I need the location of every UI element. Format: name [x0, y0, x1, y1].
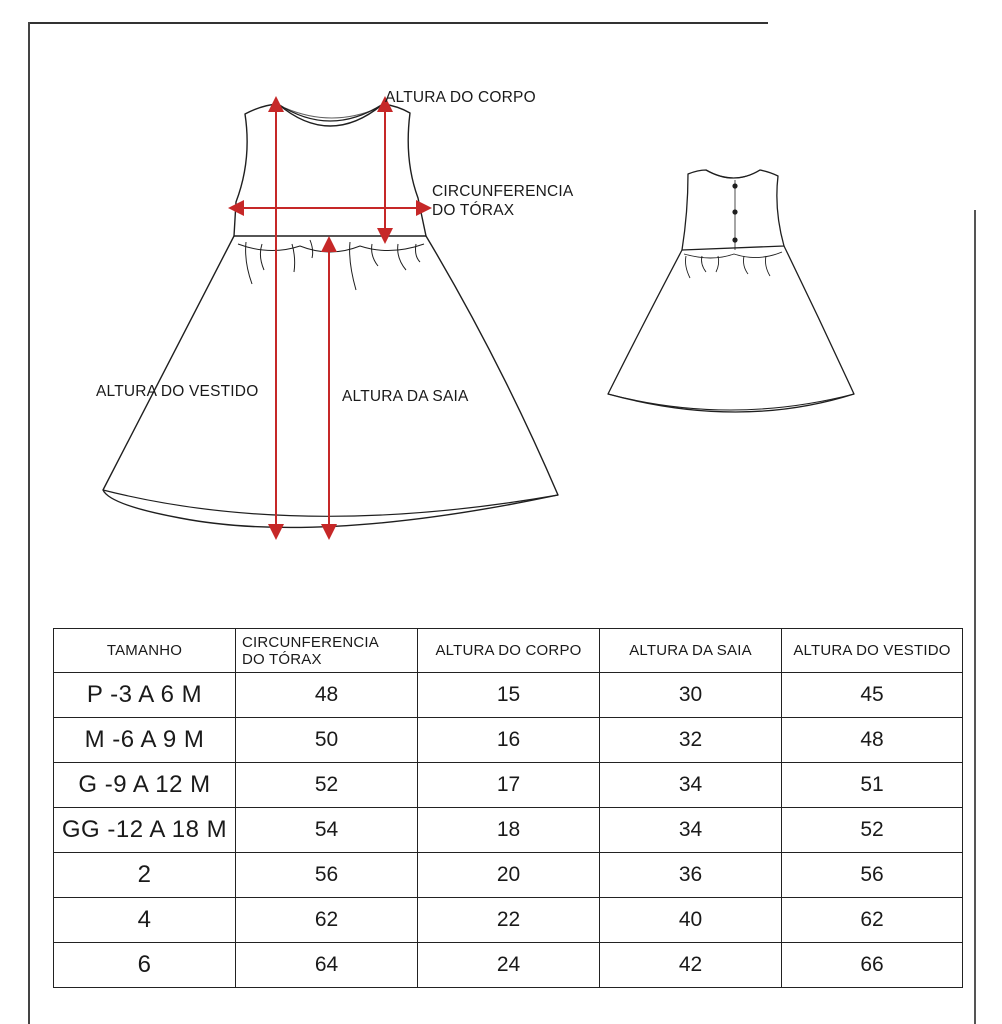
header-circunferencia	[236, 629, 418, 673]
cell-torax: 54	[236, 808, 418, 853]
label-circunferencia-line2: DO TÓRAX	[432, 202, 515, 219]
table-header-row	[54, 629, 963, 673]
cell-corpo: 22	[418, 898, 600, 943]
table-row	[54, 763, 963, 808]
header-circunferencia-line2: DO TÓRAX	[242, 650, 322, 668]
table-row	[54, 673, 963, 718]
table-row	[54, 898, 963, 943]
back-neckline	[706, 170, 760, 178]
cell-size: 4	[54, 898, 236, 943]
cell-saia: 32	[600, 718, 782, 763]
cell-vestido: 66	[782, 943, 963, 988]
cell-saia: 40	[600, 898, 782, 943]
cell-vestido: 48	[782, 718, 963, 763]
label-altura-do-vestido: ALTURA DO VESTIDO	[96, 383, 259, 400]
cell-torax: 52	[236, 763, 418, 808]
table-row	[54, 808, 963, 853]
cell-vestido: 52	[782, 808, 963, 853]
cell-corpo: 20	[418, 853, 600, 898]
header-altura-do-corpo: ALTURA DO CORPO	[418, 629, 600, 673]
cell-vestido: 62	[782, 898, 963, 943]
cell-torax: 62	[236, 898, 418, 943]
cell-saia: 36	[600, 853, 782, 898]
back-bodice	[682, 170, 784, 250]
header-tamanho: TAMANHO	[54, 629, 236, 673]
cell-size: 6	[54, 943, 236, 988]
cell-corpo: 15	[418, 673, 600, 718]
cell-corpo: 16	[418, 718, 600, 763]
cell-size: 2	[54, 853, 236, 898]
cell-torax: 64	[236, 943, 418, 988]
cell-saia: 42	[600, 943, 782, 988]
front-hem	[103, 490, 558, 516]
back-dress	[608, 170, 854, 412]
header-altura-do-vestido: ALTURA DO VESTIDO	[782, 629, 963, 673]
front-dress	[103, 104, 558, 527]
cell-torax: 50	[236, 718, 418, 763]
cell-size: M -6 A 9 M	[54, 718, 236, 763]
table-row	[54, 718, 963, 763]
cell-vestido: 56	[782, 853, 963, 898]
label-altura-da-saia: ALTURA DA SAIA	[342, 388, 469, 405]
measurement-arrows	[236, 104, 424, 532]
front-bodice	[234, 104, 426, 236]
size-table	[53, 628, 963, 988]
cell-saia: 34	[600, 808, 782, 853]
cell-corpo: 18	[418, 808, 600, 853]
header-altura-da-saia: ALTURA DA SAIA	[600, 629, 782, 673]
cell-saia: 30	[600, 673, 782, 718]
cell-corpo: 17	[418, 763, 600, 808]
cell-vestido: 45	[782, 673, 963, 718]
cell-corpo: 24	[418, 943, 600, 988]
cell-size: GG -12 A 18 M	[54, 808, 236, 853]
cell-torax: 56	[236, 853, 418, 898]
back-gathers	[684, 252, 782, 278]
header-circunferencia-line1: CIRCUNFERENCIA	[242, 633, 379, 651]
table-row	[54, 853, 963, 898]
label-circunferencia-line1: CIRCUNFERENCIA	[432, 183, 574, 200]
front-gathers	[238, 240, 424, 290]
back-hem	[608, 394, 854, 410]
cell-torax: 48	[236, 673, 418, 718]
back-skirt	[608, 246, 854, 412]
cell-size: G -9 A 12 M	[54, 763, 236, 808]
table-row	[54, 943, 963, 988]
cell-size: P -3 A 6 M	[54, 673, 236, 718]
cell-saia: 34	[600, 763, 782, 808]
cell-vestido: 51	[782, 763, 963, 808]
label-altura-do-corpo: ALTURA DO CORPO	[385, 89, 536, 106]
